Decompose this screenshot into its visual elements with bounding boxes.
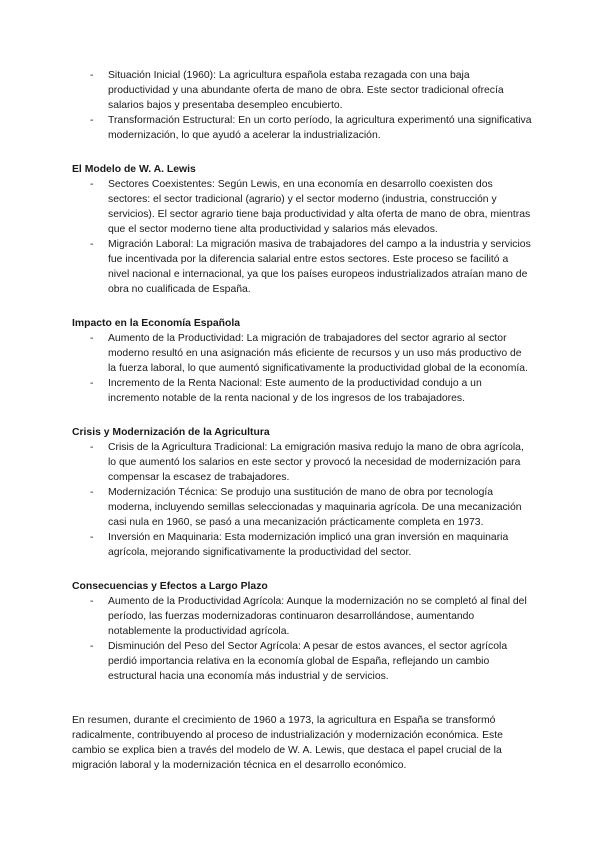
list-item: - Modernización Técnica: Se produjo una sustitución de mano de obra por tecnología moderna, incluyendo semillas seleccionadas y maquinaria agrícola. De una mecanización casi nula en 1960, se pasó a una mecanización prácticamente completa en 1973.	[72, 485, 532, 530]
section-crisis	[72, 425, 532, 560]
list-item: - Sectores Coexistentes: Según Lewis, en una economía en desarrollo coexisten dos sectores: el sector tradicional (agrario) y el sector moderno (industria, construcción y servicios). El sector agrario tiene baja productividad y alta oferta de mano de obra, mientras que el sector moderno tiene alta productividad y salarios más elevados.	[72, 177, 532, 237]
list-item: - Inversión en Maquinaria: Esta modernización implicó una gran inversión en maquinaria agrícola, mejorando significativamente la productividad del sector.	[72, 530, 532, 560]
list-item: - Disminución del Peso del Sector Agrícola: A pesar de estos avances, el sector agrícola perdió importancia relativa en la economía global de España, reflejando un cambio estructural hacia una economía más industrial y de servicios.	[72, 639, 532, 684]
section-consecuencias	[72, 579, 532, 684]
section-heading: Impacto en la Economía Española	[72, 318, 241, 329]
list-item: - Crisis de la Agricultura Tradicional: La emigración masiva redujo la mano de obra agrícola, lo que aumentó los salarios en este sector y provocó la necesidad de modernización para compensar la escasez de trabajadores.	[72, 440, 532, 485]
list-item: - Aumento de la Productividad: La migración de trabajadores del sector agrario al sector moderno resultó en una asignación más eficiente de recursos y un uso más productivo de la fuerza laboral, lo que aumentó significativamente la productividad global de la economía.	[72, 331, 532, 376]
list-item: - Aumento de la Productividad Agrícola: Aunque la modernización no se completó al final del período, las fuerzas modernizadoras continuaron desarrollándose, aumentando notablemente la productividad agrícola.	[72, 594, 532, 639]
consecuencias-list	[72, 594, 532, 684]
list-item: - Situación Inicial (1960): La agricultura española estaba rezagada con una baja productividad y una abundante oferta de mano de obra. Este sector tradicional ofrecía salarios bajos y presentaba desempleo encubierto.	[72, 68, 532, 113]
section-impacto	[72, 316, 532, 406]
list-item: - Migración Laboral: La migración masiva de trabajadores del campo a la industria y servicios fue incentivada por la diferencia salarial entre estos sectores. Este proceso se facilitó a nivel nacional e internacional, ya que los países europeos industrializados atraían mano de obra no cualificada de España.	[72, 237, 532, 297]
intro-list	[72, 68, 532, 143]
section-intro	[72, 68, 532, 143]
section-heading: Consecuencias y Efectos a Largo Plazo	[72, 581, 268, 592]
section-heading: El Modelo de W. A. Lewis	[72, 164, 196, 175]
crisis-list	[72, 440, 532, 560]
list-item: - Transformación Estructural: En un corto período, la agricultura experimentó una significativa modernización, lo que ayudó a acelerar la industrialización.	[72, 113, 532, 143]
section-lewis	[72, 162, 532, 297]
section-heading: Crisis y Modernización de la Agricultura	[72, 427, 270, 438]
impacto-list	[72, 331, 532, 406]
lewis-list	[72, 177, 532, 297]
summary-paragraph: En resumen, durante el crecimiento de 1960 a 1973, la agricultura en España se transformó radicalmente, contribuyendo al proceso de industrialización y modernización económica. Este cambio se explica bien a través del modelo de W. A. Lewis, que destaca el papel crucial de la migración laboral y la modernización técnica en el desarrollo económico.	[72, 715, 503, 772]
list-item: - Incremento de la Renta Nacional: Este aumento de la productividad condujo a un incremento notable de la renta nacional y de los ingresos de los trabajadores.	[72, 376, 532, 406]
